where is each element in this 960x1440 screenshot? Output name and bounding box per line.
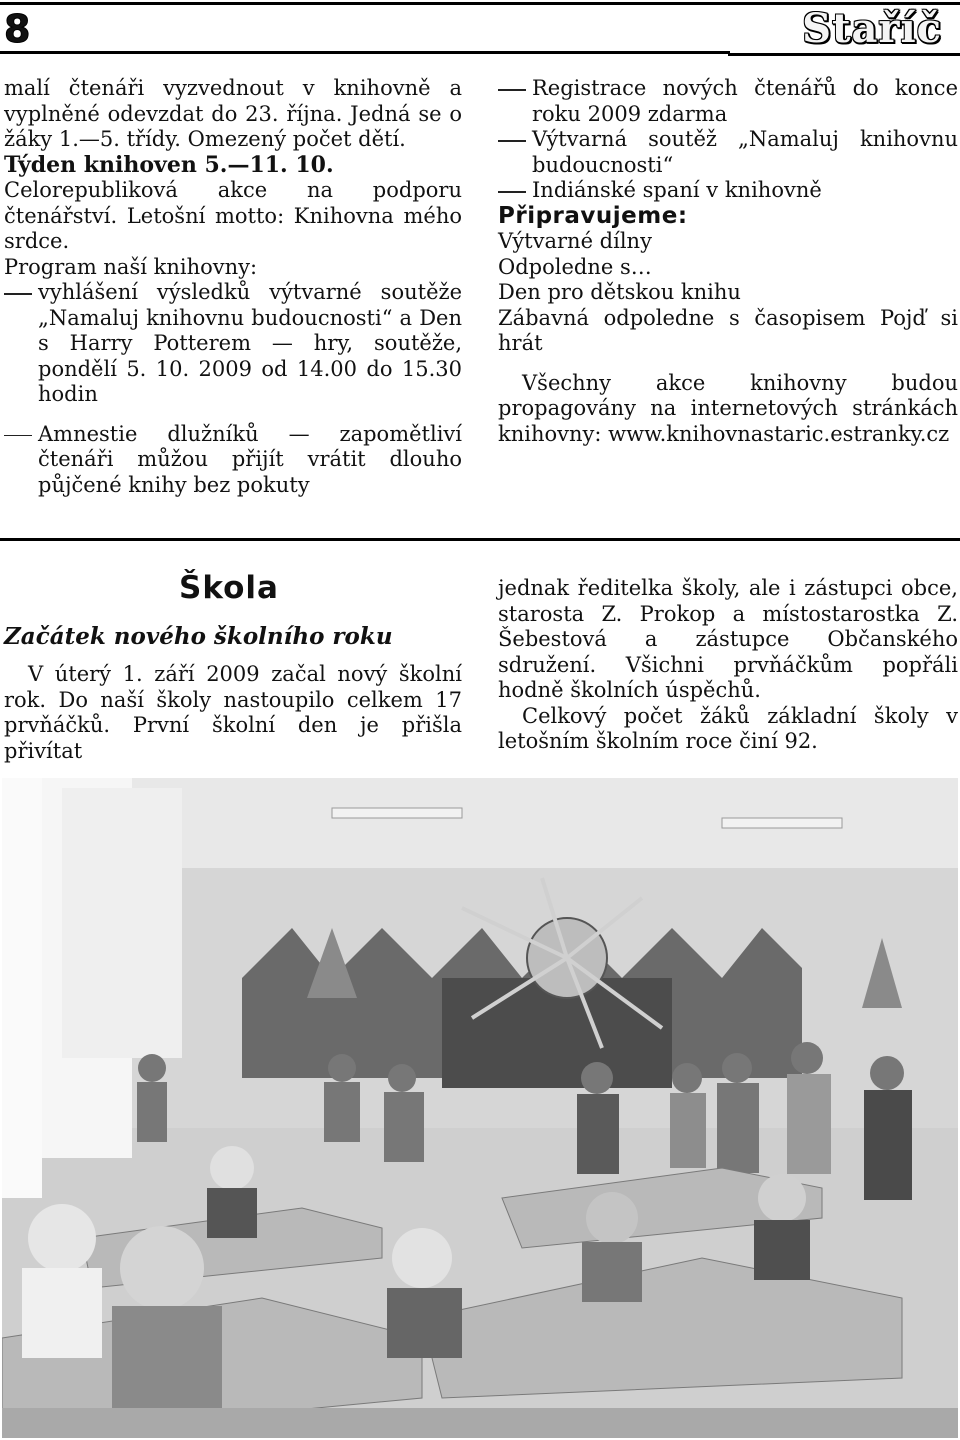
program-item xyxy=(498,76,958,127)
upcoming-heading: Připravujeme: xyxy=(498,202,688,229)
library-column-right xyxy=(498,76,958,447)
dash-marker xyxy=(498,178,532,203)
dash-marker xyxy=(498,127,532,152)
library-program-label: Program naší knihovny: xyxy=(4,254,258,279)
library-week-heading: Týden knihoven 5.—11. 10. xyxy=(4,151,334,178)
program-item xyxy=(4,280,462,408)
header-rule xyxy=(58,2,730,54)
upcoming-item: Odpoledne s… xyxy=(498,254,652,279)
page-header xyxy=(0,0,960,58)
school-column-right xyxy=(498,576,958,755)
library-column-left xyxy=(4,76,462,498)
program-item xyxy=(4,422,462,499)
program-item xyxy=(498,178,958,204)
article-paragraph: V úterý 1. září 2009 začal nový školní rok. Do naší školy nastoupilo celkem 17 prvňáčků. První školní den je přišla přivítat xyxy=(4,662,462,763)
program-item-text: Amnestie dlužníků — zapomětliví čtenáři můžou přijít vrátit dlouho půjčené knihy bez pokuty xyxy=(38,421,462,497)
article-title: Začátek nového školního roku xyxy=(4,623,393,650)
program-item-text: Registrace nových čtenářů do konce roku 2009 zdarma xyxy=(532,76,958,126)
dash-marker xyxy=(4,280,38,305)
section-divider xyxy=(0,538,960,541)
library-intro: malí čtenáři vyzvednout v knihovně a vyplněné odevzdat do 23. října. Jedná se o žáky 1.—5. třídy. Omezený počet dětí. xyxy=(4,76,462,151)
school-column-left xyxy=(4,662,462,764)
program-item-text: vyhlášení výsledků výtvarné soutěže „Namaluj knihovnu budoucnosti“ a Den s Harry Potterem — hry, soutěže, pondělí 5. 10. 2009 od 14.00 do 15.30 hodin xyxy=(38,280,462,406)
newspaper-title: Staříč xyxy=(802,5,942,52)
classroom-photo xyxy=(2,778,958,1438)
upcoming-item: Výtvarné dílny xyxy=(498,229,652,253)
program-item xyxy=(498,127,958,178)
article-paragraph: Celkový počet žáků základní školy v letošním školním roce činí 92. xyxy=(498,703,958,753)
program-item-text: Indiánské spaní v knihovně xyxy=(532,178,822,202)
upcoming-item: Den pro dětskou knihu xyxy=(498,280,741,304)
section-title: Škola xyxy=(179,570,279,606)
classroom-photo-illustration xyxy=(2,778,958,1438)
page-number: 8 xyxy=(4,7,31,51)
library-closing: Všechny akce knihovny budou propagovány na internetových stránkách knihovny: www.knihovnastaric.estranky.cz xyxy=(498,370,958,446)
dash-marker xyxy=(498,76,532,101)
dash-marker xyxy=(4,422,38,447)
program-item-text: Výtvarná soutěž „Namaluj knihovnu budoucnosti“ xyxy=(532,127,958,177)
article-paragraph: jednak ředitelka školy, ale i zástupci obce, starosta Z. Prokop a místostarostka Z. Šebestová a zástupce Občanského sdružení. Všichni prvňáčkům popřáli hodně školních úspěchů. xyxy=(498,576,958,702)
library-week-text: Celorepubliková akce na podporu čtenářství. Letošní motto: Knihovna mého srdce. xyxy=(4,178,462,253)
upcoming-item: Zábavná odpoledne s časopisem Pojď si hrát xyxy=(498,305,958,355)
